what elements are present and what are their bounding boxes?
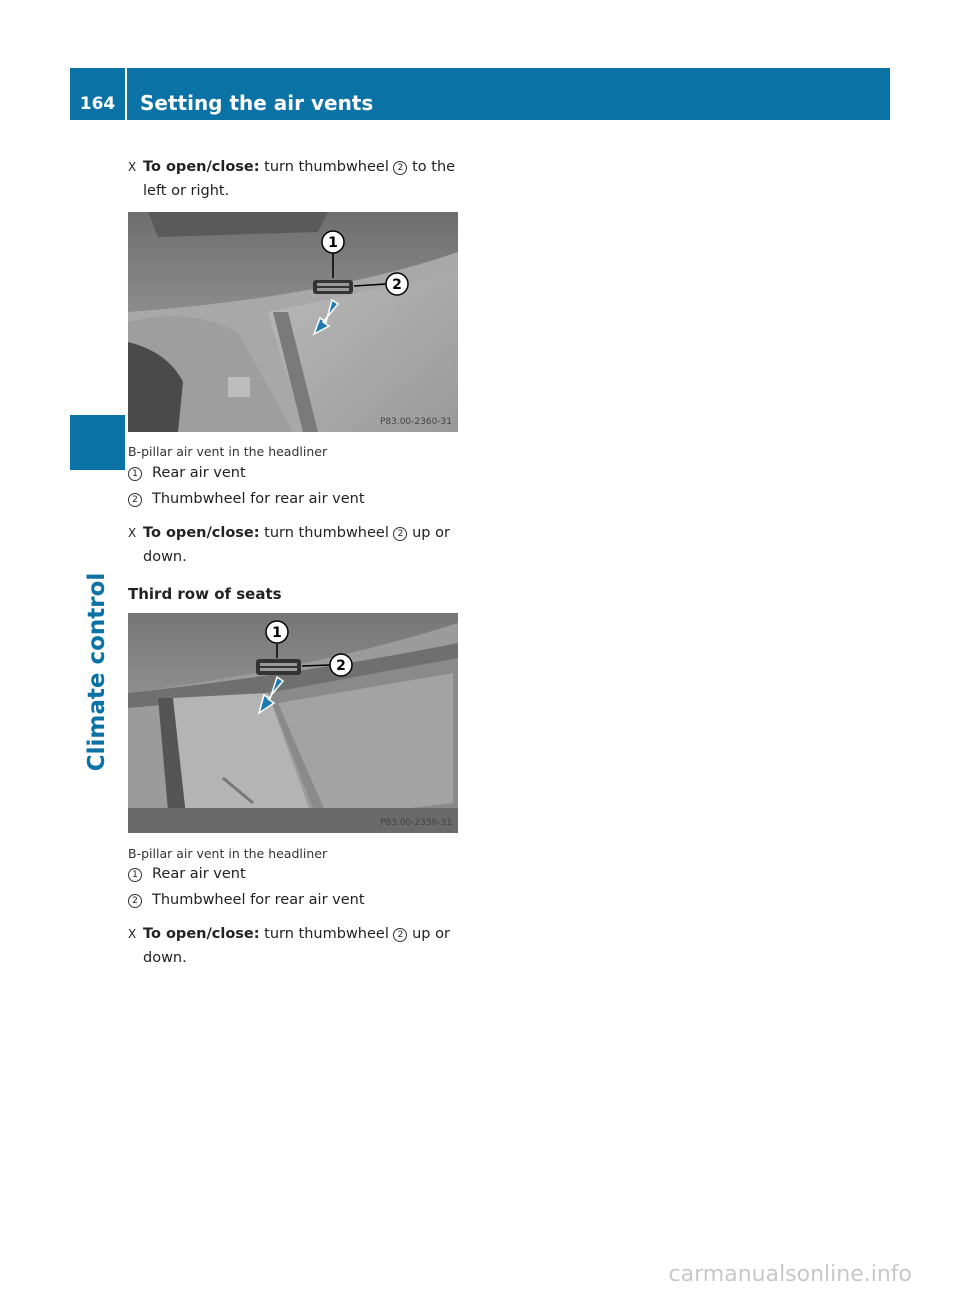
step-label: To open/close: [143, 159, 260, 175]
page-number: 164 [70, 68, 125, 120]
figure-illustration [128, 212, 458, 432]
instruction-step: X To open/close: turn thumbwheel 2 to the left or right. [128, 155, 460, 203]
legend-item: 2 Thumbwheel for rear air vent [128, 892, 365, 908]
legend-number: 1 [128, 868, 142, 882]
page-title: Setting the air vents [127, 68, 890, 120]
figure-caption: B-pillar air vent in the headliner [128, 444, 328, 459]
sidebar-tab [70, 415, 125, 470]
legend-item: 1 Rear air vent [128, 465, 246, 481]
step-arrow-icon: X [128, 160, 137, 174]
callout-2: 2 [392, 277, 402, 293]
instruction-step: X To open/close: turn thumbwheel 2 up or down. [128, 922, 460, 970]
step-label: To open/close: [143, 926, 260, 942]
ref-number: 2 [393, 161, 407, 175]
figure-caption: B-pillar air vent in the headliner [128, 846, 328, 861]
instruction-step: X To open/close: turn thumbwheel 2 up or down. [128, 521, 460, 569]
figure-illustration [128, 613, 458, 833]
ref-number: 2 [393, 928, 407, 942]
figure-b-pillar-vent [128, 212, 458, 432]
figure-code: P83.00-2356-31 [379, 818, 452, 828]
legend-number: 2 [128, 493, 142, 507]
sidebar-section-label: Climate control [84, 572, 110, 772]
figure-third-row-vent [128, 613, 458, 833]
callout-1: 1 [272, 625, 282, 641]
callout-2: 2 [336, 658, 346, 674]
step-arrow-icon: X [128, 526, 137, 540]
figure-code: P83.00-2360-31 [379, 417, 452, 427]
legend-item: 1 Rear air vent [128, 866, 246, 882]
ref-number: 2 [393, 527, 407, 541]
step-label: To open/close: [143, 525, 260, 541]
section-heading: Third row of seats [128, 585, 282, 603]
legend-item: 2 Thumbwheel for rear air vent [128, 491, 365, 507]
watermark: carmanualsonline.info [668, 1262, 912, 1287]
legend-number: 2 [128, 894, 142, 908]
callout-1: 1 [328, 235, 338, 251]
step-arrow-icon: X [128, 927, 137, 941]
legend-number: 1 [128, 467, 142, 481]
